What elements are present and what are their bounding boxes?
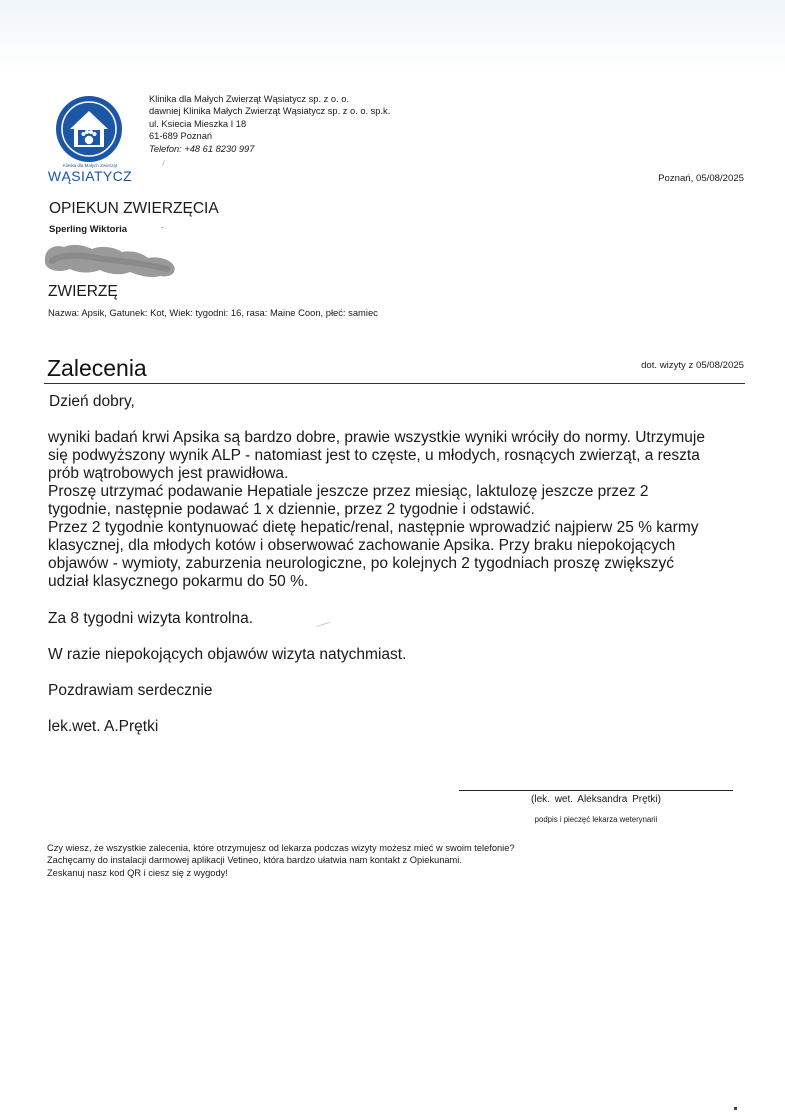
clinic-logo-icon bbox=[54, 94, 124, 164]
letter-line: się podwyższony wynik ALP - natomiast jest to częste, u młodych, rosnących zwierząt, a reszta bbox=[48, 447, 700, 464]
footer-line: Zachęcamy do instalacji darmowej aplikacji Vetineo, która bardzo ułatwia nam kontakt z Opiekunami. bbox=[47, 855, 462, 866]
letter-line: udział klasycznego pokarmu do 50 %. bbox=[48, 573, 309, 590]
footer-note bbox=[47, 842, 515, 879]
pet-heading: ZWIERZĘ bbox=[48, 283, 118, 300]
closing: Pozdrawiam serdecznie bbox=[48, 682, 213, 699]
scan-speck bbox=[734, 1107, 737, 1110]
scan-speck bbox=[161, 227, 164, 228]
clinic-phone: Telefon: +48 61 8230 997 bbox=[149, 143, 255, 154]
scan-speck bbox=[162, 160, 165, 166]
letter-line: objawów - wymioty, zaburzenia neurologiczne, po kolejnych 2 tygodniach proszę zwiększyć bbox=[48, 555, 675, 572]
redaction-mark bbox=[42, 241, 177, 279]
title-divider bbox=[44, 383, 745, 384]
clinic-former-name: dawniej Klinika Małych Zwierząt Wąsiatycz sp. z o. o. sp.k. bbox=[149, 106, 391, 117]
letter-line: Proszę utrzymać podawanie Hepatiale jeszcze przez miesiąc, laktulozę jeszcze przez 2 bbox=[48, 483, 649, 500]
footer-line: Zeskanuj nasz kod QR i ciesz się z wygody! bbox=[47, 867, 228, 878]
letter-body bbox=[48, 429, 748, 591]
signature-line bbox=[459, 790, 733, 791]
clinic-name: Klinika dla Małych Zwierząt Wąsiatycz sp. z o. o. bbox=[149, 94, 349, 104]
signature-name: (lek. wet. Aleksandra Prętki) bbox=[531, 794, 661, 805]
letter-line: Przez 2 tygodnie kontynuować dietę hepatic/renal, następnie wprowadzić najpierw 25 % karmy bbox=[48, 519, 699, 536]
letter-line: prób wątrobowych jest prawidłowa. bbox=[48, 465, 289, 482]
owner-heading: OPIEKUN ZWIERZĘCIA bbox=[49, 200, 219, 217]
owner-name: Sperling Wiktoria bbox=[49, 224, 128, 235]
document-title: Zalecenia bbox=[47, 355, 147, 381]
footer-line: Czy wiesz, że wszystkie zalecenia, które otrzymujesz od lekarza podczas wizyty możesz mieć w swoim telefonie? bbox=[47, 843, 515, 853]
pet-details: Nazwa: Apsik, Gatunek: Kot, Wiek: tygodni: 16, rasa: Maine Coon, płeć: samiec bbox=[48, 307, 378, 318]
place-date: Poznań, 05/08/2025 bbox=[658, 173, 744, 184]
signature-caption: podpis i pieczęć lekarza weterynarii bbox=[534, 815, 658, 824]
scan-shading bbox=[0, 0, 785, 70]
logo-small-text: Klinika dla Małych Zwierząt bbox=[62, 163, 118, 168]
logo-name: WĄSIATYCZ bbox=[47, 168, 133, 184]
letter-line: klasycznej, dla młodych kotów i obserwować zachowanie Apsika. Przy braku niepokojących bbox=[48, 537, 676, 554]
emergency-note: W razie niepokojących objawów wizyta natychmiast. bbox=[48, 646, 407, 663]
letter-greeting: Dzień dobry, bbox=[49, 393, 135, 410]
control-visit: Za 8 tygodni wizyta kontrolna. bbox=[48, 610, 254, 627]
clinic-street: ul. Ksiecia Mieszka I 18 bbox=[149, 118, 247, 129]
scan-speck bbox=[316, 622, 330, 627]
clinic-address bbox=[149, 93, 390, 155]
clinic-postal: 61-689 Poznań bbox=[149, 131, 213, 142]
doctor-sign-off: lek.wet. A.Prętki bbox=[48, 718, 159, 735]
letter-line: tygodnie, następnie podawać 1 x dziennie, przez 2 tygodnie i odstawić. bbox=[48, 501, 535, 518]
letter-line: wyniki badań krwi Apsika są bardzo dobre, prawie wszystkie wyniki wróciły do normy. Utrzymuje bbox=[48, 429, 705, 446]
visit-date: dot. wizyty z 05/08/2025 bbox=[641, 360, 744, 371]
